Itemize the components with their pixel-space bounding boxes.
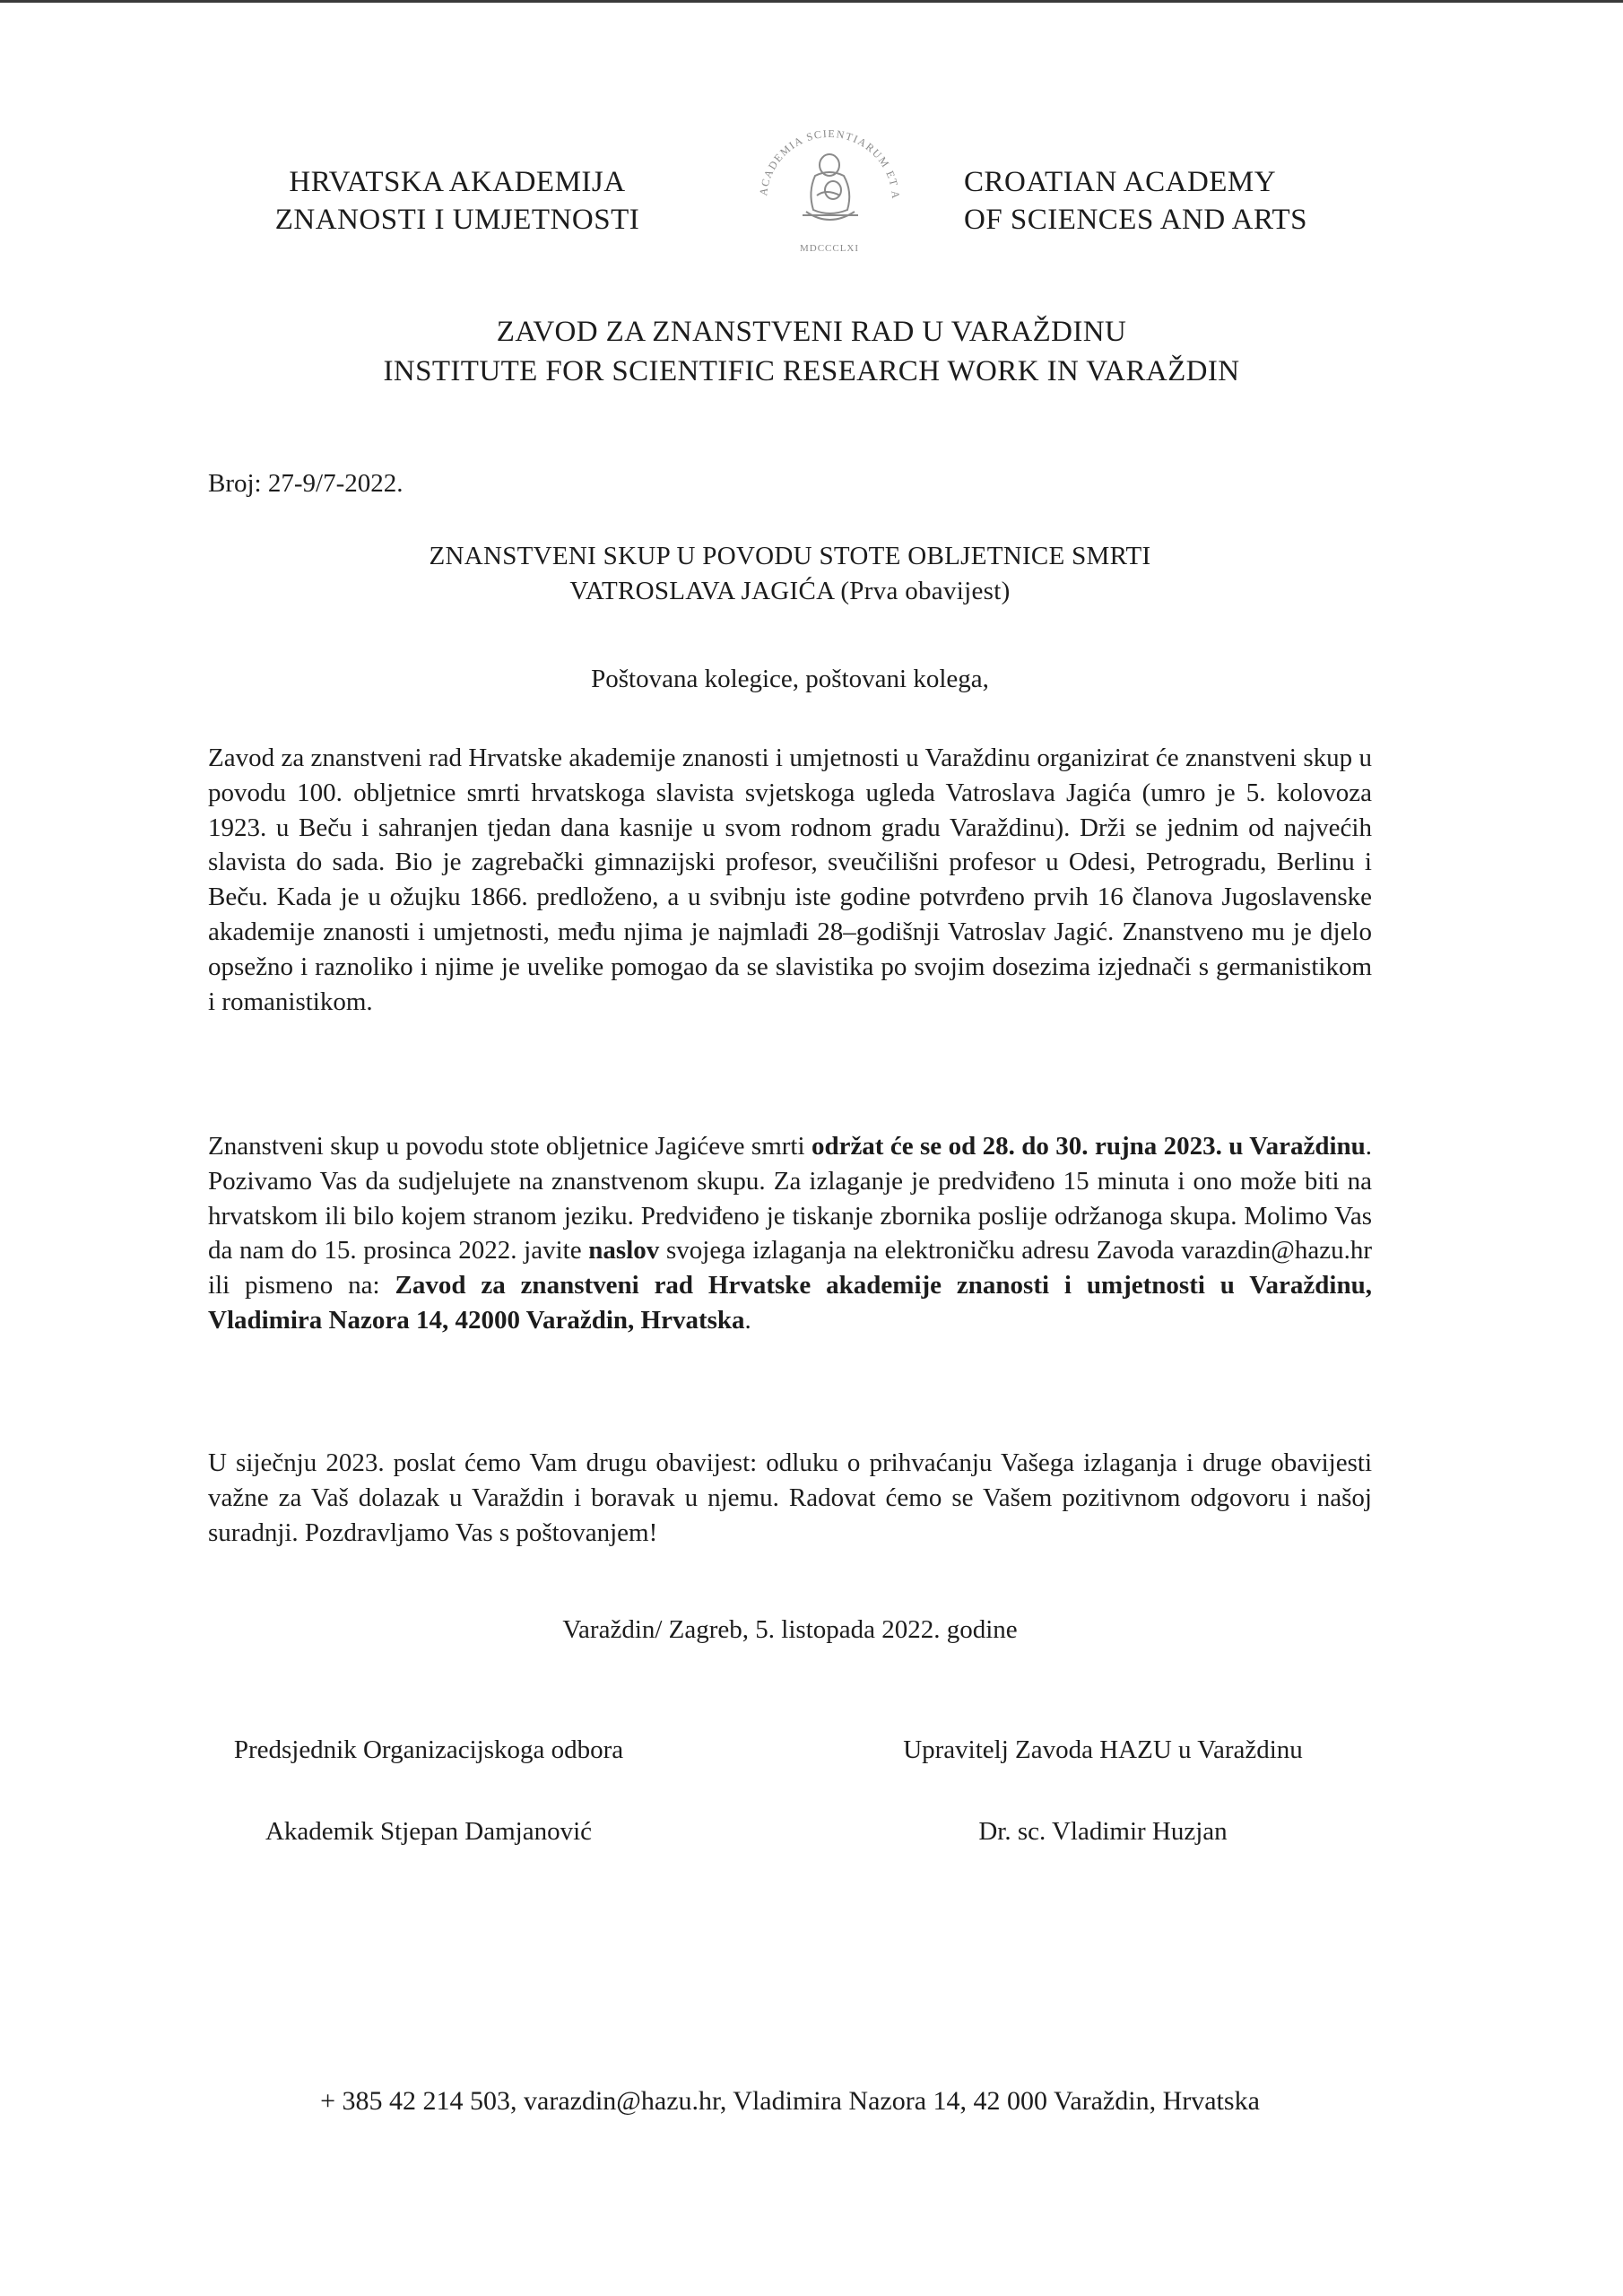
letter-title-line2: VATROSLAVA JAGIĆA (Prva obavijest)	[569, 577, 1011, 605]
p2-text-2: . Pozivamo Vas da sudjelujete na znanstvenom skupu. Za izlaganje je predviđeno 15 minuta i ono može biti na hrvatskom ili bilo kojem stranom jeziku. Predviđeno je tiskanje zbornika poslije održanoga skupa. Molimo Vas da nam do 15. prosinca 2022. javite	[208, 1132, 1373, 1265]
p2-text-3: svojega izlaganja na elektroničku adresu Zavoda varazdin@hazu.hr ili pismeno na:	[208, 1236, 1372, 1300]
p2-text-1: Znanstveni skup u povodu stote obljetnice Jagićeve smrti	[208, 1132, 812, 1161]
institute-heading	[0, 312, 1623, 391]
reference-number: Broj: 27-9/7-2022.	[208, 469, 404, 498]
signature-right-role: Upravitelj Zavoda HAZU u Varaždinu	[903, 1735, 1303, 1764]
p2-bold-dates: održat će se od 28. do 30. rujna 2023. u Varaždinu	[811, 1132, 1366, 1161]
paragraph-closing: U siječnju 2023. poslat ćemo Vam drugu obavijest: odluku o prihvaćanju Vašega izlaganja i druge obavijesti važne za Vaš dolazak u Varaždin i boravak u njemu. Radovat ćemo se Vašem pozitivnom odgovoru i našoj suradnji. Pozdravljamo Vas s poštovanjem!	[208, 1448, 1372, 1547]
academy-name-croatian	[251, 163, 664, 239]
academy-seal-logo	[740, 106, 919, 267]
signature-left-name: Akademik Stjepan Damjanović	[265, 1817, 592, 1846]
letter-title	[208, 539, 1372, 609]
greeting: Poštovana kolegice, poštovani kolega,	[591, 665, 989, 693]
place-date: Varaždin/ Zagreb, 5. listopada 2022. godine	[562, 1615, 1018, 1644]
paragraph-event-details	[208, 1129, 1372, 1338]
p2-text-4: .	[744, 1305, 751, 1335]
footer-contact: + 385 42 214 503, varazdin@hazu.hr, Vladimira Nazora 14, 42 000 Varaždin, Hrvatska	[320, 2086, 1260, 2116]
institute-name-hr: ZAVOD ZA ZNANSTVENI RAD U VARAŽDINU	[496, 316, 1127, 348]
academy-name-en-line1: CROATIAN ACADEMY	[964, 166, 1277, 198]
academy-name-hr-line1: HRVATSKA AKADEMIJA	[289, 166, 626, 198]
p2-bold-address: Zavod za znanstveni rad Hrvatske akademije znanosti i umjetnosti u Varaždinu, Vladimira Nazora 14, 42000 Varaždin, Hrvatska	[208, 1271, 1372, 1335]
paragraph-intro: Zavod za znanstveni rad Hrvatske akademije znanosti i umjetnosti u Varaždinu organizirat će znanstveni skup u povodu 100. obljetnice smrti hrvatskoga slavista svjetskoga ugleda Vatroslava Jagića (umro je 5. kolovoza 1923. u Beču i sahranjen tjedan dana kasnije u svom rodnom gradu Varaždinu). Drži se jednim od najvećih slavista do sada. Bio je zagrebački gimnazijski profesor, sveučilišni profesor u Odesi, Petrogradu, Berlinu i Beču. Kada je u ožujku 1866. predloženo, a u svibnju iste godine potvrđeno prvih 16 članova Jugoslavenske akademije znanosti i umjetnosti, među njima je najmlađi 28–godišnji Vatroslav Jagić. Znanstveno mu je djelo opsežno i raznoliko i njime je uvelike pomogao da se slavistika po svojim dosezima izjednači s germanistikom i romanistikom.	[208, 744, 1372, 1016]
academy-name-english	[964, 163, 1376, 239]
signature-right-name: Dr. sc. Vladimir Huzjan	[978, 1817, 1228, 1846]
svg-text:MDCCCLXI: MDCCCLXI	[799, 243, 860, 254]
p2-bold-naslov: naslov	[588, 1236, 660, 1265]
institute-name-en: INSTITUTE FOR SCIENTIFIC RESEARCH WORK IN VARAŽDIN	[383, 355, 1240, 387]
signature-left-role: Predsjednik Organizacijskoga odbora	[233, 1735, 624, 1764]
academy-name-hr-line2: ZNANOSTI I UMJETNOSTI	[274, 204, 640, 236]
page-top-border	[0, 0, 1623, 3]
svg-text:ACADEMIA SCIENTIARUM ET ARTIUM: ACADEMIA SCIENTIARUM ET A	[757, 126, 903, 201]
academy-seal-icon	[740, 106, 919, 267]
letter-title-line1: ZNANSTVENI SKUP U POVODU STOTE OBLJETNICE SMRTI	[429, 542, 1151, 570]
academy-name-en-line2: OF SCIENCES AND ARTS	[964, 204, 1308, 236]
